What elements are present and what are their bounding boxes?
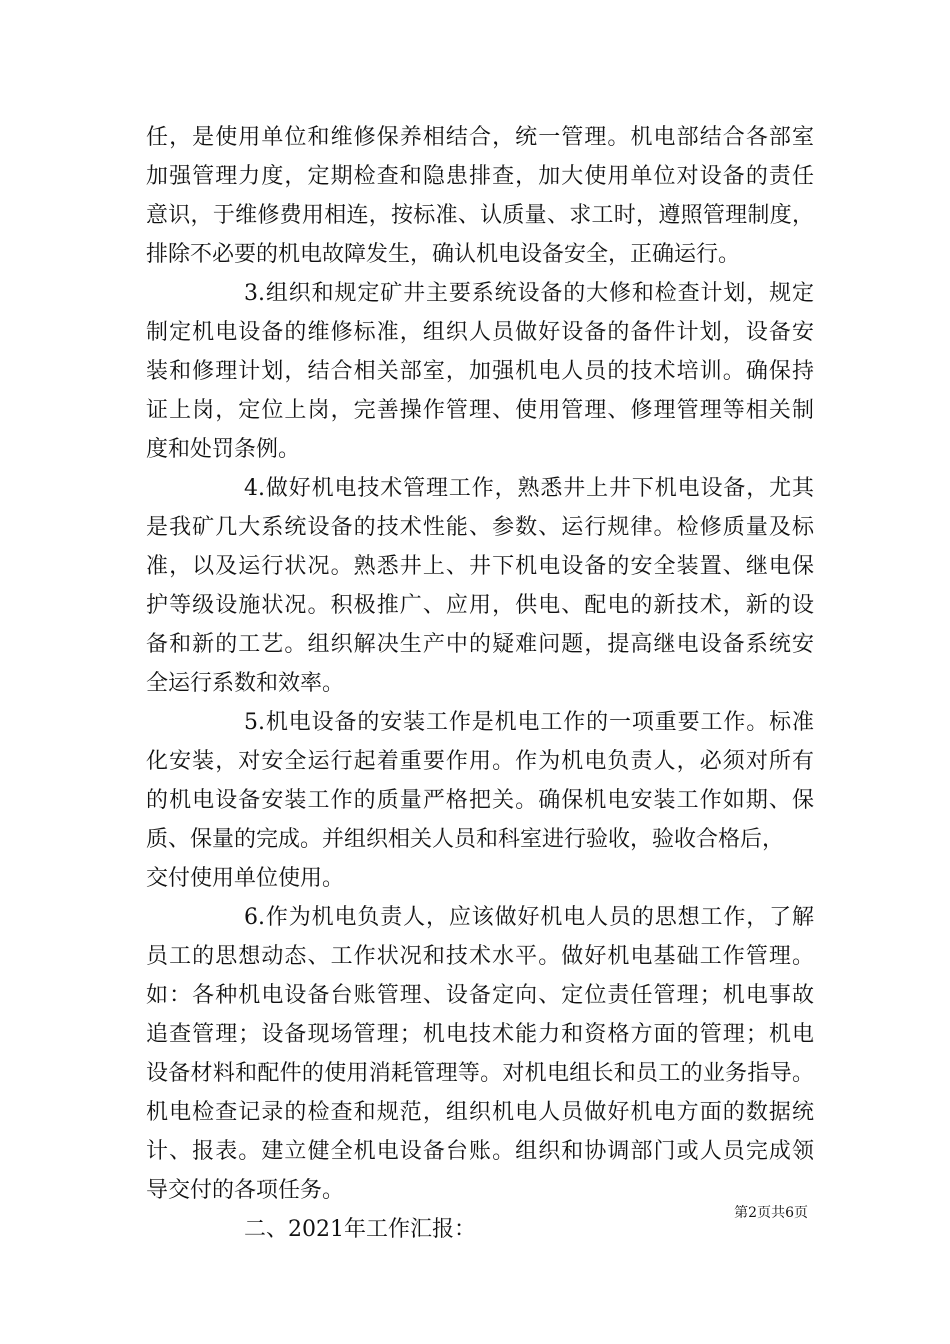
text-line: 的机电设备安装工作的质量严格把关。确保机电安装工作如期、保: [146, 788, 814, 813]
text-line: 全运行系数和效率。: [146, 671, 345, 696]
text-line: 装和修理计划，结合相关部室，加强机电人员的技术培训。确保持: [146, 359, 814, 384]
text-line: 员工的思想动态、工作状况和技术水平。做好机电基础工作管理。: [146, 944, 814, 969]
page-number: 第2页共6页: [734, 1205, 808, 1221]
text-line: 准，以及运行状况。熟悉井上、井下机电设备的安全装置、继电保: [146, 554, 814, 579]
text-line: 质、保量的完成。并组织相关人员和科室进行验收，验收合格后，: [146, 827, 785, 852]
text-line: 计、报表。建立健全机电设备台账。组织和协调部门或人员完成领: [146, 1139, 814, 1164]
text-line: 交付使用单位使用。: [146, 866, 345, 891]
text-line: 备和新的工艺。组织解决生产中的疑难问题，提高继电设备系统安: [146, 632, 814, 657]
text-line: 化安装，对安全运行起着重要作用。作为机电负责人，必须对所有: [146, 749, 814, 774]
text-line: 机电检查记录的检查和规范，组织机电人员做好机电方面的数据统: [146, 1100, 814, 1125]
paragraph-first-line: 3.组织和规定矿井主要系统设备的大修和检查计划，规定: [244, 281, 814, 306]
paragraph-first-line: 6.作为机电负责人，应该做好机电人员的思想工作，了解: [244, 905, 814, 930]
text-line: 度和处罚条例。: [146, 437, 301, 462]
text-line: 如：各种机电设备台账管理、设备定向、定位责任管理；机电事故: [146, 983, 814, 1008]
text-line: 设备材料和配件的使用消耗管理等。对机电组长和员工的业务指导。: [146, 1061, 814, 1086]
text-line: 追查管理；设备现场管理；机电技术能力和资格方面的管理；机电: [146, 1022, 814, 1047]
text-line: 证上岗，定位上岗，完善操作管理、使用管理、修理管理等相关制: [146, 398, 814, 423]
text-line: 制定机电设备的维修标准，组织人员做好设备的备件计划，设备安: [146, 320, 814, 345]
text-line: 任，是使用单位和维修保养相结合，统一管理。机电部结合各部室: [146, 125, 814, 150]
text-line: 排除不必要的机电故障发生，确认机电设备安全，正确运行。: [146, 242, 741, 267]
body-text: [146, 118, 814, 1249]
text-line: 加强管理力度，定期检查和隐患排查，加大使用单位对设备的责任: [146, 164, 814, 189]
text-line: 是我矿几大系统设备的技术性能、参数、运行规律。检修质量及标: [146, 515, 814, 540]
section-heading: 二、2021年工作汇报：: [244, 1217, 476, 1242]
paragraph-first-line: 5.机电设备的安装工作是机电工作的一项重要工作。标准: [244, 710, 814, 735]
text-line: 护等级设施状况。积极推广、应用，供电、配电的新技术，新的设: [146, 593, 814, 618]
paragraph-first-line: 4.做好机电技术管理工作，熟悉井上井下机电设备，尤其: [244, 476, 814, 501]
text-line: 意识，于维修费用相连，按标准、认质量、求工时，遵照管理制度，: [146, 203, 814, 228]
text-line: 导交付的各项任务。: [146, 1178, 345, 1203]
